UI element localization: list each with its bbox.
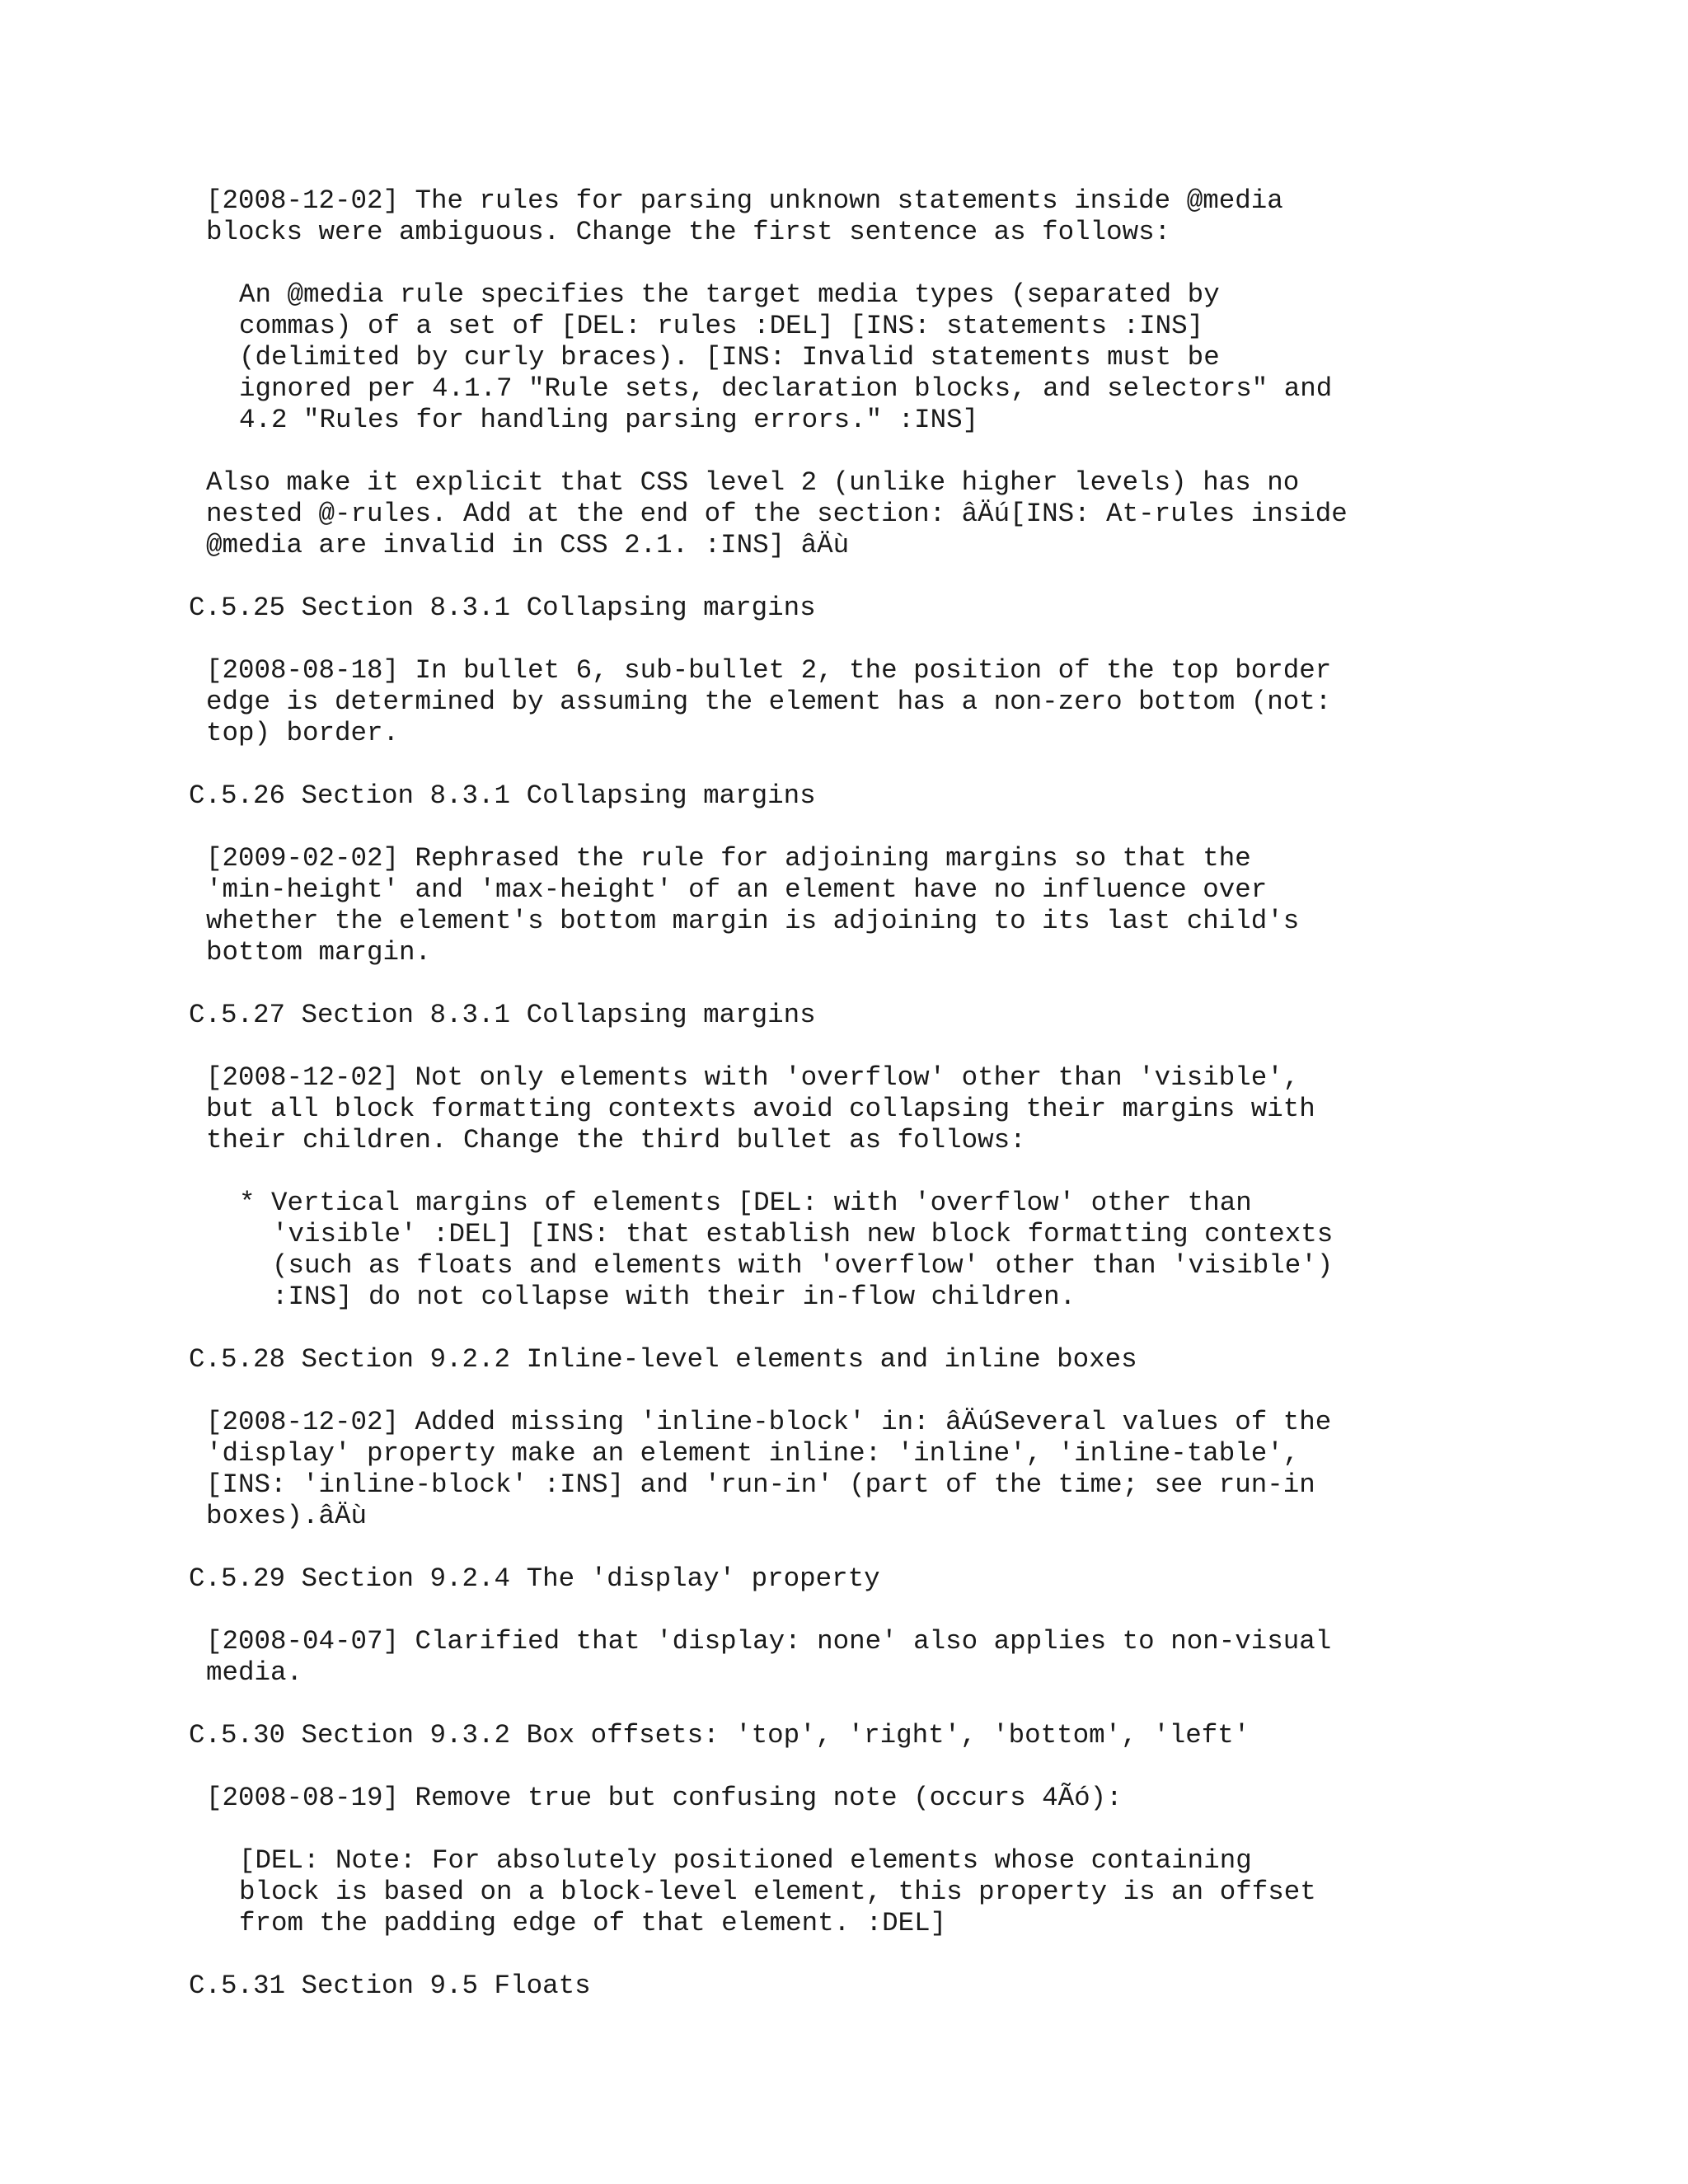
media-intro-line: blocks were ambiguous. Change the first sentence as follows: <box>206 217 1171 247</box>
section-c530-quote-line: block is based on a block-level element, this property is an offset <box>239 1877 1316 1907</box>
media-extra-line: Also make it explicit that CSS level 2 (unlike higher levels) has no <box>206 467 1300 498</box>
section-c528-line: [2008-12-02] Added missing 'inline-block' in: âÄúSeveral values of the <box>206 1407 1332 1437</box>
section-c525-line: [2008-08-18] In bullet 6, sub-bullet 2, the position of the top border <box>206 655 1332 686</box>
section-heading-c525: C.5.25 Section 8.3.1 Collapsing margins <box>189 593 816 623</box>
section-c528-line: [INS: 'inline-block' :INS] and 'run-in' (part of the time; see run-in <box>206 1469 1315 1500</box>
section-c526-line: bottom margin. <box>206 937 432 968</box>
section-c530-line: [2008-08-19] Remove true but confusing note (occurs 4Ãó): <box>206 1783 1123 1813</box>
section-c527-bullet-line: 'visible' :DEL] [INS: that establish new block formatting contexts <box>272 1219 1334 1249</box>
section-heading-c529: C.5.29 Section 9.2.4 The 'display' property <box>189 1563 880 1594</box>
section-c529-line: [2008-04-07] Clarified that 'display: none' also applies to non-visual <box>206 1626 1332 1657</box>
section-c527-line: [2008-12-02] Not only elements with 'overflow' other than 'visible', <box>206 1062 1300 1093</box>
section-c527-bullet-line: :INS] do not collapse with their in-flow children. <box>272 1282 1076 1312</box>
section-heading-c528: C.5.28 Section 9.2.2 Inline-level elements and inline boxes <box>189 1344 1137 1375</box>
media-quote-line: An @media rule specifies the target media types (separated by <box>239 279 1220 310</box>
section-c525-line: edge is determined by assuming the element has a non-zero bottom (not: <box>206 687 1332 717</box>
media-extra-line: nested @-rules. Add at the end of the section: âÄú[INS: At-rules inside <box>206 499 1348 529</box>
section-heading-c530: C.5.30 Section 9.3.2 Box offsets: 'top', 'right', 'bottom', 'left' <box>189 1720 1250 1750</box>
section-c527-bullet-line: * Vertical margins of elements [DEL: with 'overflow' other than <box>239 1188 1252 1218</box>
media-quote-line: commas) of a set of [DEL: rules :DEL] [INS: statements :INS] <box>239 311 1204 341</box>
media-quote-line: ignored per 4.1.7 "Rule sets, declaration blocks, and selectors" and <box>239 373 1333 404</box>
section-c527-line: but all block formatting contexts avoid collapsing their margins with <box>206 1094 1315 1124</box>
section-c528-line: boxes).âÄù <box>206 1501 368 1531</box>
section-c526-line: [2009-02-02] Rephrased the rule for adjoining margins so that the <box>206 843 1251 874</box>
section-c530-quote-line: [DEL: Note: For absolutely positioned elements whose containing <box>239 1845 1252 1876</box>
media-quote-line: (delimited by curly braces). [INS: Invalid statements must be <box>239 342 1220 373</box>
section-c529-line: media. <box>206 1657 303 1688</box>
media-quote-line: 4.2 "Rules for handling parsing errors." :INS] <box>239 405 979 435</box>
section-c528-line: 'display' property make an element inline: 'inline', 'inline-table', <box>206 1438 1300 1469</box>
section-c527-line: their children. Change the third bullet as follows: <box>206 1125 1026 1155</box>
section-heading-c526: C.5.26 Section 8.3.1 Collapsing margins <box>189 780 816 811</box>
section-c526-line: whether the element's bottom margin is adjoining to its last child's <box>206 906 1300 936</box>
section-c525-line: top) border. <box>206 718 400 748</box>
section-c526-line: 'min-height' and 'max-height' of an element have no influence over <box>206 874 1268 905</box>
section-c530-quote-line: from the padding edge of that element. :DEL] <box>239 1908 947 1938</box>
section-heading-c531: C.5.31 Section 9.5 Floats <box>189 1971 591 2001</box>
section-c527-bullet-line: (such as floats and elements with 'overflow' other than 'visible') <box>272 1250 1334 1281</box>
media-intro-line: [2008-12-02] The rules for parsing unknown statements inside @media <box>206 185 1283 216</box>
section-heading-c527: C.5.27 Section 8.3.1 Collapsing margins <box>189 1000 816 1030</box>
media-extra-line: @media are invalid in CSS 2.1. :INS] âÄù <box>206 530 850 560</box>
